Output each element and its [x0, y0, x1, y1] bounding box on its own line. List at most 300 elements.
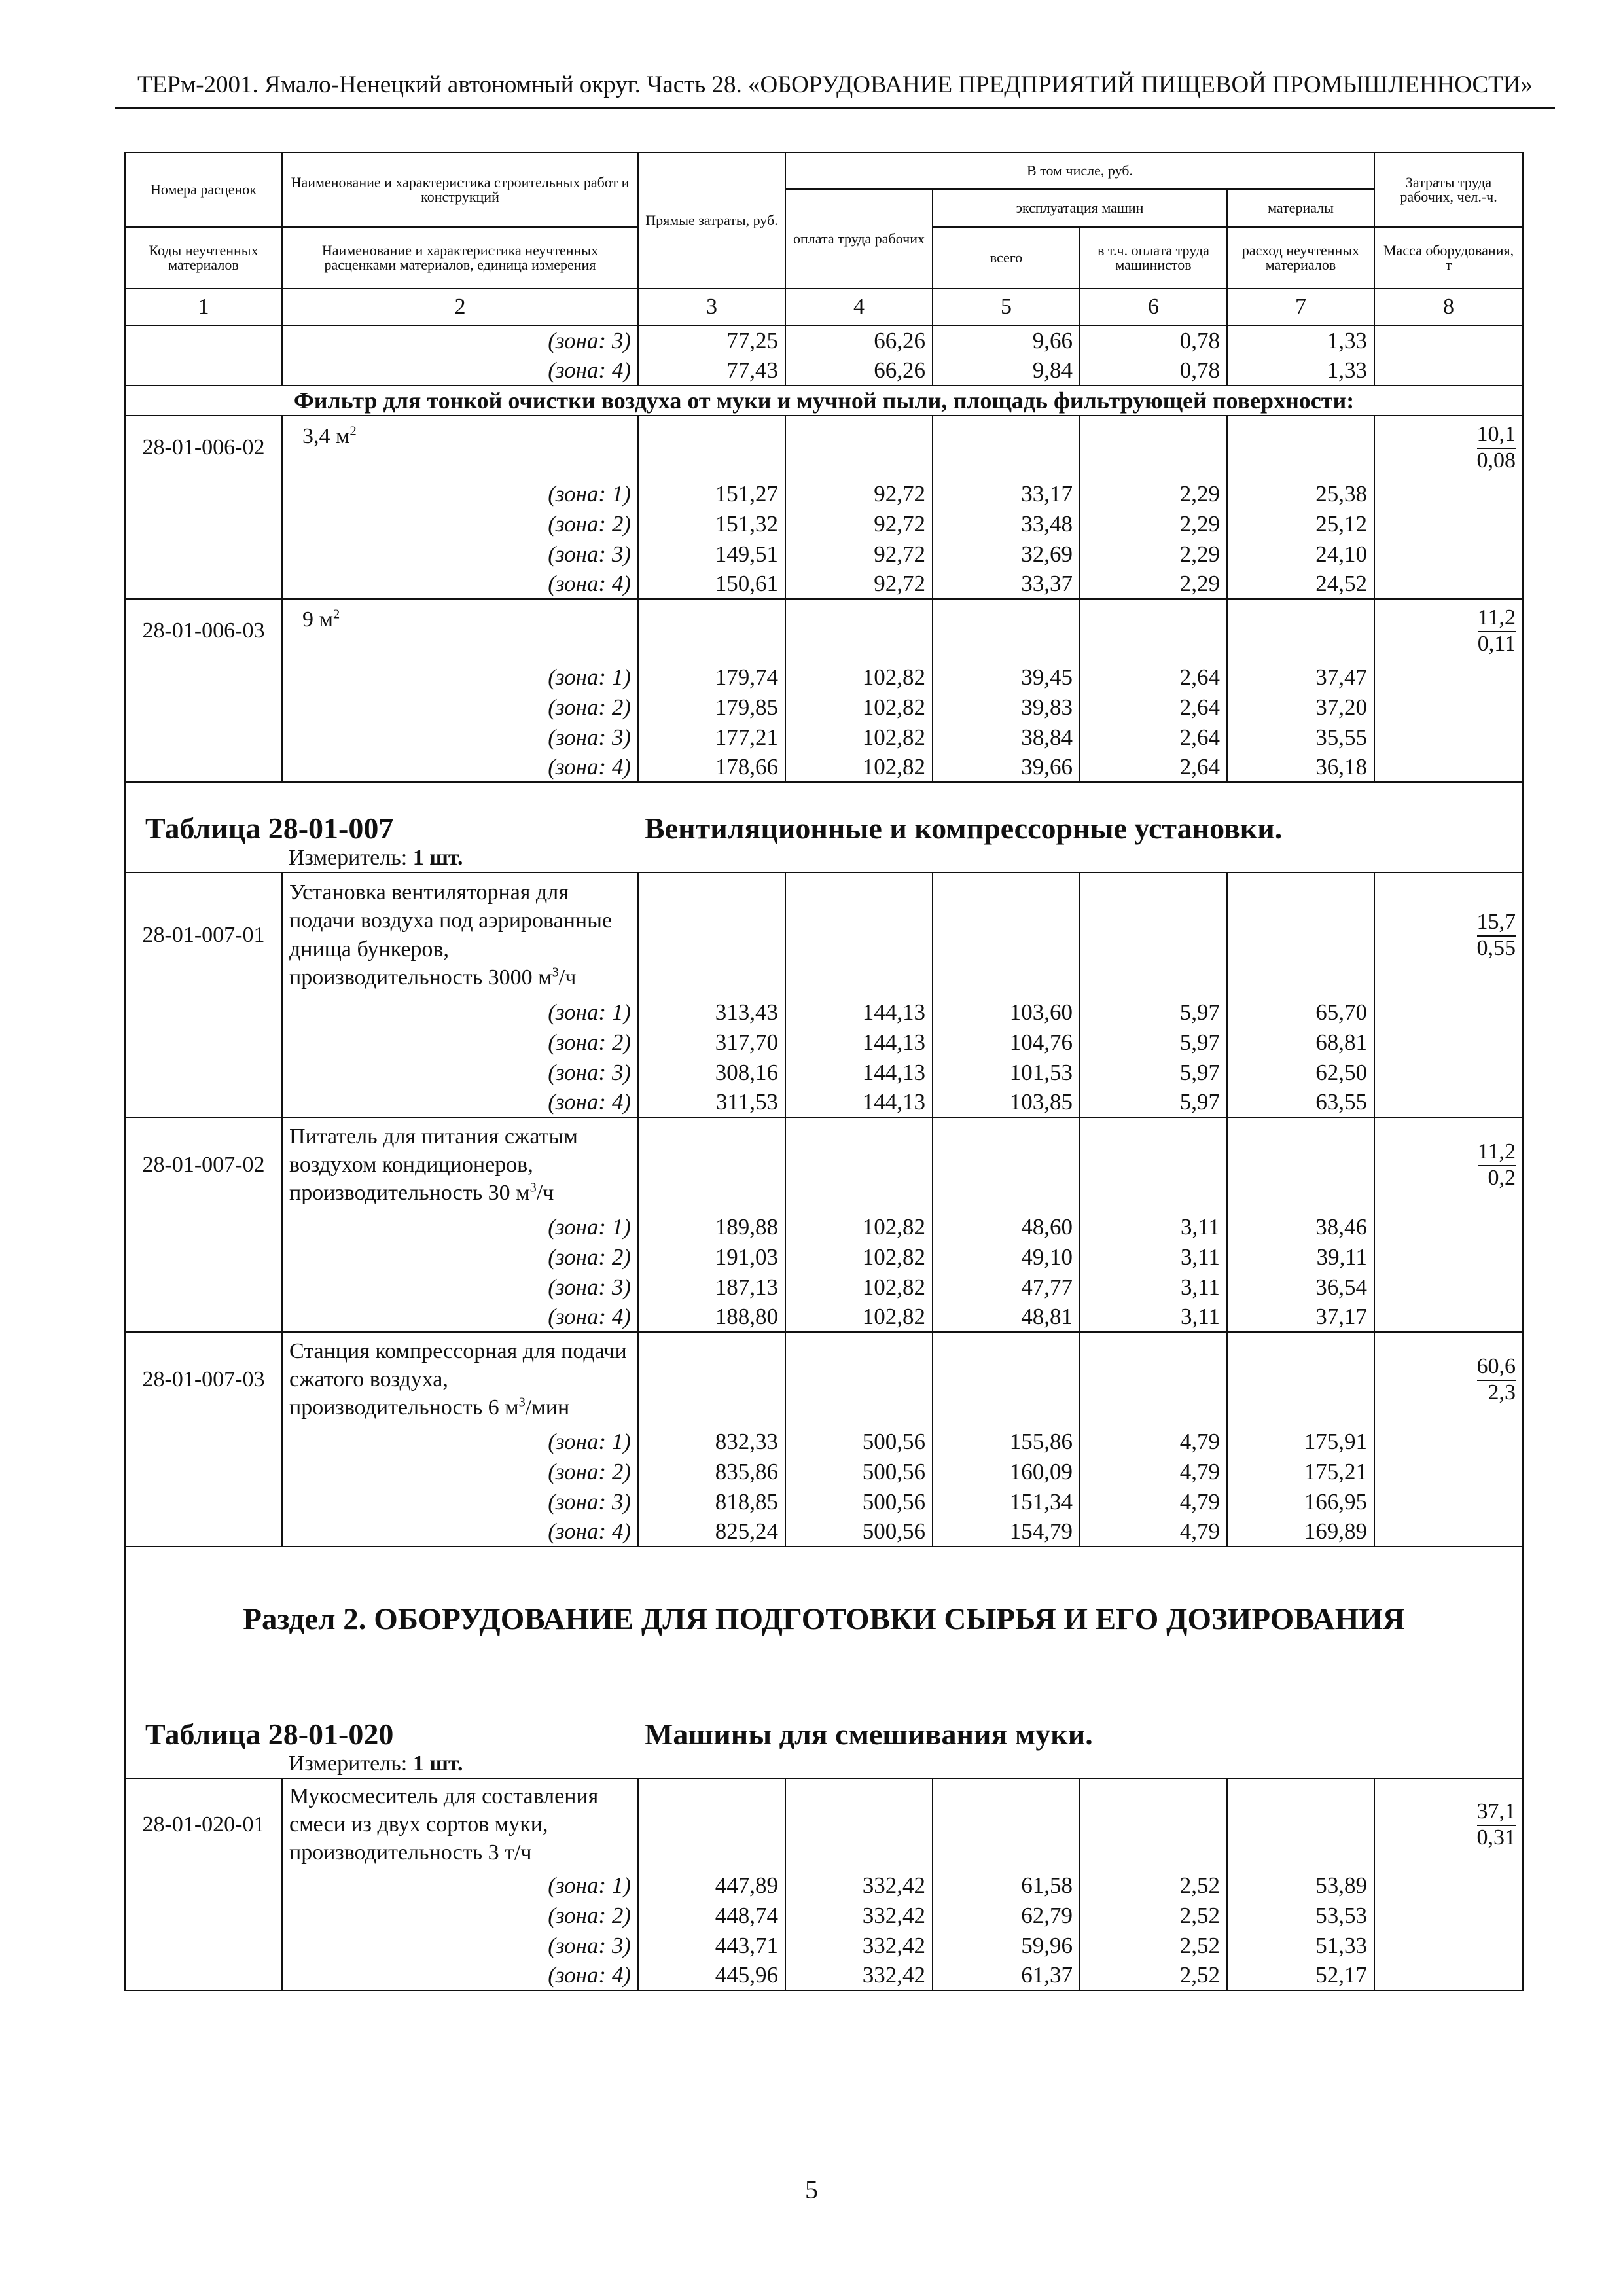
value-cell-empty	[638, 1332, 785, 1426]
value-cell: 835,86	[638, 1456, 785, 1486]
labor-mass-cell	[1374, 1778, 1523, 1870]
value-cell-empty	[638, 599, 785, 662]
filter-title: Фильтр для тонкой очистки воздуха от муки и мучной пыли, площадь фильтрующей поверхности:	[125, 386, 1523, 416]
code-cell-empty	[125, 1211, 282, 1242]
col1-top-header: Номера расценок	[125, 152, 282, 227]
value-cell: 65,70	[1227, 997, 1374, 1027]
value-cell: 332,42	[785, 1960, 933, 1990]
value-cell: 308,16	[638, 1057, 785, 1087]
zone-row	[125, 722, 1523, 752]
labor-cell-empty	[1374, 662, 1523, 692]
rate-name-text: 9 м	[302, 607, 334, 632]
col-number: 2	[282, 289, 638, 325]
value-cell-empty	[1080, 416, 1227, 478]
value-cell: 2,52	[1080, 1930, 1227, 1960]
page-number: 5	[805, 2175, 818, 2204]
value-cell: 2,29	[1080, 509, 1227, 539]
value-cell: 2,29	[1080, 478, 1227, 509]
code-cell-empty	[125, 1272, 282, 1302]
value-cell: 48,60	[933, 1211, 1080, 1242]
value-cell: 38,84	[933, 722, 1080, 752]
value-cell: 4,79	[1080, 1426, 1227, 1456]
value-cell: 332,42	[785, 1900, 933, 1930]
zone-row	[125, 1302, 1523, 1332]
labor-value: 11,2	[1478, 1140, 1516, 1166]
table-020-measure-row	[125, 1749, 1523, 1778]
rate-row	[125, 1778, 1523, 1870]
zone-row	[125, 1242, 1523, 1272]
labor-cell-empty	[1374, 478, 1523, 509]
labor-mass-fraction	[1478, 1140, 1516, 1189]
col-number: 8	[1374, 289, 1523, 325]
page-header: ТЕРм-2001. Ямало-Ненецкий автономный округ. Часть 28. «ОБОРУДОВАНИЕ ПРЕДПРИЯТИЙ ПИЩЕВОЙ ПРОМЫШЛЕННОСТИ»	[137, 71, 1533, 98]
value-cell: 313,43	[638, 997, 785, 1027]
value-cell-empty	[1080, 599, 1227, 662]
table-007-measure-row	[125, 844, 1523, 872]
col-number: 1	[125, 289, 282, 325]
value-cell: 102,82	[785, 722, 933, 752]
rate-row	[125, 599, 1523, 662]
col-number: 7	[1227, 289, 1374, 325]
zone-row	[125, 1087, 1523, 1117]
zone-label: (зона: 3)	[282, 325, 638, 355]
value-cell-empty	[933, 416, 1080, 478]
value-cell: 191,03	[638, 1242, 785, 1272]
labor-cell-empty	[1374, 1057, 1523, 1087]
labor-cell-empty	[1374, 325, 1523, 355]
spacer-row	[125, 782, 1523, 797]
col2-top-header: Наименование и характеристика строительных работ и конструкций	[282, 152, 638, 227]
value-cell-empty	[1227, 1332, 1374, 1426]
value-cell: 36,54	[1227, 1272, 1374, 1302]
zone-row	[125, 478, 1523, 509]
labor-cell-empty	[1374, 692, 1523, 722]
value-cell-empty	[1227, 1117, 1374, 1211]
column-numbers-row	[125, 289, 1523, 325]
value-cell-empty	[933, 599, 1080, 662]
zone-label: (зона: 4)	[282, 752, 638, 782]
labor-cell-empty	[1374, 1456, 1523, 1486]
measure-line	[282, 844, 1523, 872]
zone-row	[125, 997, 1523, 1027]
rate-name-text: Установка вентиляторная для подачи воздуха под аэрированные днища бункеров, производительность 3000 м	[289, 880, 613, 990]
value-cell: 166,95	[1227, 1486, 1374, 1516]
zone-label: (зона: 4)	[282, 1516, 638, 1547]
spacer-row-cell	[125, 782, 1523, 797]
zone-row	[125, 1272, 1523, 1302]
value-cell: 102,82	[785, 662, 933, 692]
value-cell: 5,97	[1080, 997, 1227, 1027]
section-title: Раздел 2. ОБОРУДОВАНИЕ ДЛЯ ПОДГОТОВКИ СЫРЬЯ И ЕГО ДОЗИРОВАНИЯ	[125, 1596, 1523, 1642]
value-cell: 3,11	[1080, 1272, 1227, 1302]
superscript: 3	[518, 1395, 526, 1410]
rate-code: 28-01-007-01	[125, 872, 282, 997]
zone-label: (зона: 4)	[282, 355, 638, 386]
value-cell-empty	[785, 599, 933, 662]
value-cell: 102,82	[785, 752, 933, 782]
value-cell: 144,13	[785, 1057, 933, 1087]
code-cell-empty	[125, 325, 282, 355]
labor-mass-cell	[1374, 872, 1523, 997]
labor-cell-empty	[1374, 1027, 1523, 1057]
value-cell: 144,13	[785, 1087, 933, 1117]
measure-label: Измеритель:	[289, 845, 408, 870]
code-cell-empty	[125, 692, 282, 722]
zone-label: (зона: 4)	[282, 1087, 638, 1117]
code-cell-empty	[125, 662, 282, 692]
machines-header: эксплуатация машин	[933, 189, 1227, 227]
labor-mass-cell	[1374, 599, 1523, 662]
code-cell-empty	[125, 1027, 282, 1057]
value-cell: 443,71	[638, 1930, 785, 1960]
value-cell: 2,29	[1080, 569, 1227, 599]
code-cell-empty	[125, 478, 282, 509]
header-rule	[115, 107, 1555, 109]
value-cell: 189,88	[638, 1211, 785, 1242]
value-cell: 2,52	[1080, 1900, 1227, 1930]
zone-label: (зона: 3)	[282, 539, 638, 569]
zone-label: (зона: 2)	[282, 1242, 638, 1272]
value-cell: 24,10	[1227, 539, 1374, 569]
rate-name-text: 3,4 м	[302, 424, 350, 448]
rate-row	[125, 1117, 1523, 1211]
value-cell: 177,21	[638, 722, 785, 752]
value-cell: 3,11	[1080, 1302, 1227, 1332]
zone-label: (зона: 2)	[282, 692, 638, 722]
value-cell: 150,61	[638, 569, 785, 599]
zone-row	[125, 569, 1523, 599]
zone-label: (зона: 3)	[282, 1486, 638, 1516]
value-cell-empty	[1080, 872, 1227, 997]
code-cell-empty	[125, 1242, 282, 1272]
col7-header: расход неучтенных материалов	[1227, 227, 1374, 289]
table-caption: Таблица 28-01-007	[125, 797, 638, 844]
mass-value: 0,31	[1476, 1825, 1516, 1850]
rate-name-unit: /ч	[558, 965, 577, 990]
value-cell: 25,38	[1227, 478, 1374, 509]
zone-label: (зона: 1)	[282, 1870, 638, 1900]
value-cell: 4,79	[1080, 1486, 1227, 1516]
value-cell: 49,10	[933, 1242, 1080, 1272]
value-cell-empty	[933, 1778, 1080, 1870]
zone-row	[125, 662, 1523, 692]
code-cell-empty	[125, 1960, 282, 1990]
value-cell-empty	[1227, 872, 1374, 997]
table-020-caption-row	[125, 1702, 1523, 1749]
zone-row	[125, 1486, 1523, 1516]
value-cell: 311,53	[638, 1087, 785, 1117]
value-cell: 52,17	[1227, 1960, 1374, 1990]
value-cell-empty	[638, 872, 785, 997]
col6-header: в т.ч. оплата труда машинистов	[1080, 227, 1227, 289]
value-cell: 36,18	[1227, 752, 1374, 782]
mass-value: 0,55	[1476, 935, 1516, 960]
col-number: 6	[1080, 289, 1227, 325]
zone-row	[125, 325, 1523, 355]
value-cell: 448,74	[638, 1900, 785, 1930]
value-cell: 33,48	[933, 509, 1080, 539]
value-cell: 4,79	[1080, 1456, 1227, 1486]
value-cell-empty	[933, 872, 1080, 997]
value-cell: 144,13	[785, 997, 933, 1027]
rate-name-unit: /мин	[525, 1395, 570, 1420]
value-cell: 51,33	[1227, 1930, 1374, 1960]
filter-title-row	[125, 386, 1523, 416]
code-cell-empty	[125, 752, 282, 782]
value-cell: 3,11	[1080, 1211, 1227, 1242]
superscript: 2	[349, 423, 357, 439]
value-cell: 178,66	[638, 752, 785, 782]
header-row-1	[125, 152, 1523, 189]
value-cell-empty	[1227, 416, 1374, 478]
labor-value: 37,1	[1477, 1800, 1516, 1826]
zone-label: (зона: 2)	[282, 1900, 638, 1930]
code-cell-empty	[125, 1456, 282, 1486]
value-cell: 2,52	[1080, 1870, 1227, 1900]
col1-bottom-header: Коды неучтенных материалов	[125, 227, 282, 289]
section-spacer-cell	[125, 1642, 1523, 1702]
zone-row	[125, 539, 1523, 569]
col-number: 4	[785, 289, 933, 325]
labor-cell-empty	[1374, 1930, 1523, 1960]
value-cell: 832,33	[638, 1426, 785, 1456]
value-cell-empty	[1227, 1778, 1374, 1870]
rate-row	[125, 416, 1523, 478]
measure-value: 1 шт.	[412, 1751, 463, 1776]
value-cell: 102,82	[785, 1242, 933, 1272]
value-cell: 102,82	[785, 692, 933, 722]
code-cell-empty	[125, 1870, 282, 1900]
value-cell: 5,97	[1080, 1057, 1227, 1087]
value-cell: 0,78	[1080, 355, 1227, 386]
value-cell: 179,85	[638, 692, 785, 722]
code-cell-empty	[125, 722, 282, 752]
zone-label: (зона: 3)	[282, 1930, 638, 1960]
rate-row	[125, 1332, 1523, 1426]
labor-cell-empty	[1374, 752, 1523, 782]
value-cell: 47,77	[933, 1272, 1080, 1302]
table-title: Машины для смешивания муки.	[638, 1702, 1523, 1749]
rate-name	[282, 872, 638, 997]
value-cell: 104,76	[933, 1027, 1080, 1057]
value-cell: 175,91	[1227, 1426, 1374, 1456]
col-number: 5	[933, 289, 1080, 325]
labor-value: 15,7	[1477, 910, 1516, 937]
value-cell: 33,17	[933, 478, 1080, 509]
value-cell: 154,79	[933, 1516, 1080, 1547]
zone-label: (зона: 1)	[282, 997, 638, 1027]
labor-cell-empty	[1374, 1426, 1523, 1456]
labor-cell-empty	[1374, 539, 1523, 569]
code-cell-empty	[125, 1426, 282, 1456]
zone-label: (зона: 1)	[282, 662, 638, 692]
value-cell: 9,66	[933, 325, 1080, 355]
zone-row	[125, 1960, 1523, 1990]
superscript: 3	[529, 1180, 537, 1195]
superscript: 3	[552, 965, 559, 980]
labor-mass-cell	[1374, 416, 1523, 478]
col3-header: Прямые затраты, руб.	[638, 152, 785, 289]
value-cell: 155,86	[933, 1426, 1080, 1456]
section-spacer	[125, 1642, 1523, 1702]
rate-code: 28-01-006-02	[125, 416, 282, 478]
zone-label: (зона: 1)	[282, 1426, 638, 1456]
zone-label: (зона: 3)	[282, 1272, 638, 1302]
value-cell: 500,56	[785, 1516, 933, 1547]
col-number: 3	[638, 289, 785, 325]
value-cell: 179,74	[638, 662, 785, 692]
zone-row	[125, 1930, 1523, 1960]
value-cell-empty	[638, 416, 785, 478]
zone-row	[125, 752, 1523, 782]
labor-mass-fraction	[1477, 423, 1516, 472]
section-spacer	[125, 1547, 1523, 1596]
col8-top-header: Затраты труда рабочих, чел.-ч.	[1374, 152, 1523, 227]
value-cell: 1,33	[1227, 355, 1374, 386]
value-cell: 2,64	[1080, 662, 1227, 692]
value-cell: 175,21	[1227, 1456, 1374, 1486]
value-cell: 1,33	[1227, 325, 1374, 355]
value-cell: 39,11	[1227, 1242, 1374, 1272]
value-cell: 102,82	[785, 1272, 933, 1302]
section-title-row	[125, 1596, 1523, 1642]
value-cell-empty	[785, 1778, 933, 1870]
superscript: 2	[333, 607, 340, 622]
mass-value: 0,11	[1477, 631, 1516, 656]
rate-name	[282, 416, 638, 478]
value-cell: 66,26	[785, 355, 933, 386]
value-cell: 39,45	[933, 662, 1080, 692]
zone-label: (зона: 2)	[282, 1027, 638, 1057]
rate-name	[282, 1117, 638, 1211]
rates-table	[124, 152, 1524, 1991]
value-cell-empty	[785, 416, 933, 478]
value-cell: 53,89	[1227, 1870, 1374, 1900]
value-cell: 92,72	[785, 478, 933, 509]
labor-mass-cell	[1374, 1332, 1523, 1426]
incl-header: В том числе, руб.	[785, 152, 1374, 189]
value-cell: 37,20	[1227, 692, 1374, 722]
value-cell: 187,13	[638, 1272, 785, 1302]
value-cell: 62,50	[1227, 1057, 1374, 1087]
value-cell: 92,72	[785, 539, 933, 569]
table-007-caption-row	[125, 797, 1523, 844]
zone-label: (зона: 3)	[282, 1057, 638, 1087]
labor-cell-empty	[1374, 1272, 1523, 1302]
measure-value: 1 шт.	[412, 845, 463, 870]
mass-value: 2,3	[1488, 1380, 1516, 1405]
labor-cell-empty	[1374, 1302, 1523, 1332]
value-cell: 144,13	[785, 1027, 933, 1057]
labor-mass-fraction	[1477, 910, 1516, 960]
value-cell: 63,55	[1227, 1087, 1374, 1117]
value-cell: 151,27	[638, 478, 785, 509]
rate-code: 28-01-007-02	[125, 1117, 282, 1211]
rate-name	[282, 1332, 638, 1426]
section-spacer-cell	[125, 1547, 1523, 1596]
value-cell: 61,37	[933, 1960, 1080, 1990]
col4-header: оплата труда рабочих	[785, 189, 933, 289]
zone-row	[125, 692, 1523, 722]
value-cell: 24,52	[1227, 569, 1374, 599]
labor-value: 11,2	[1478, 606, 1516, 632]
value-cell: 2,64	[1080, 692, 1227, 722]
value-cell: 53,53	[1227, 1900, 1374, 1930]
table-title: Вентиляционные и компрессорные установки.	[638, 797, 1523, 844]
code-cell-empty	[125, 355, 282, 386]
materials-header: материалы	[1227, 189, 1374, 227]
labor-mass-fraction	[1477, 1355, 1516, 1404]
labor-cell-empty	[1374, 1516, 1523, 1547]
code-cell-empty	[125, 1087, 282, 1117]
value-cell-empty	[638, 1117, 785, 1211]
rate-code: 28-01-020-01	[125, 1778, 282, 1870]
zone-row	[125, 355, 1523, 386]
code-cell-empty	[125, 509, 282, 539]
value-cell: 2,64	[1080, 752, 1227, 782]
value-cell: 48,81	[933, 1302, 1080, 1332]
value-cell: 92,72	[785, 569, 933, 599]
zone-row	[125, 1900, 1523, 1930]
col8-bottom-header: Масса оборудования, т	[1374, 227, 1523, 289]
labor-cell-empty	[1374, 1087, 1523, 1117]
value-cell-empty	[1080, 1778, 1227, 1870]
value-cell: 4,79	[1080, 1516, 1227, 1547]
value-cell: 33,37	[933, 569, 1080, 599]
zone-label: (зона: 4)	[282, 1302, 638, 1332]
labor-mass-cell	[1374, 1117, 1523, 1211]
value-cell: 500,56	[785, 1456, 933, 1486]
value-cell-empty	[933, 1117, 1080, 1211]
col2-bottom-header: Наименование и характеристика неучтенных расценками материалов, единица измерения	[282, 227, 638, 289]
code-cell-empty	[125, 1930, 282, 1960]
rate-name-text: Станция компрессорная для подачи сжатого воздуха, производительность 6 м	[289, 1338, 627, 1420]
value-cell: 445,96	[638, 1960, 785, 1990]
value-cell: 151,32	[638, 509, 785, 539]
zone-row	[125, 1211, 1523, 1242]
value-cell: 35,55	[1227, 722, 1374, 752]
labor-cell-empty	[1374, 1900, 1523, 1930]
labor-mass-fraction	[1477, 1800, 1516, 1849]
measure-spacer	[125, 844, 282, 872]
value-cell: 25,12	[1227, 509, 1374, 539]
labor-cell-empty	[1374, 509, 1523, 539]
measure-line	[282, 1749, 1523, 1778]
code-cell-empty	[125, 1900, 282, 1930]
code-cell-empty	[125, 1486, 282, 1516]
zone-label: (зона: 2)	[282, 509, 638, 539]
col5-header: всего	[933, 227, 1080, 289]
value-cell-empty	[1080, 1117, 1227, 1211]
measure-label: Измеритель:	[289, 1751, 408, 1776]
value-cell-empty	[1227, 599, 1374, 662]
code-cell-empty	[125, 1516, 282, 1547]
value-cell: 9,84	[933, 355, 1080, 386]
labor-value: 60,6	[1477, 1355, 1516, 1381]
code-cell-empty	[125, 997, 282, 1027]
value-cell: 500,56	[785, 1486, 933, 1516]
zone-label: (зона: 1)	[282, 1211, 638, 1242]
value-cell: 77,25	[638, 325, 785, 355]
value-cell: 332,42	[785, 1930, 933, 1960]
value-cell: 77,43	[638, 355, 785, 386]
zone-label: (зона: 3)	[282, 722, 638, 752]
value-cell: 103,85	[933, 1087, 1080, 1117]
rate-row	[125, 872, 1523, 997]
value-cell: 102,82	[785, 1211, 933, 1242]
labor-cell-empty	[1374, 997, 1523, 1027]
rate-name-text: Питатель для питания сжатым воздухом кондиционеров, производительность 30 м	[289, 1124, 578, 1206]
